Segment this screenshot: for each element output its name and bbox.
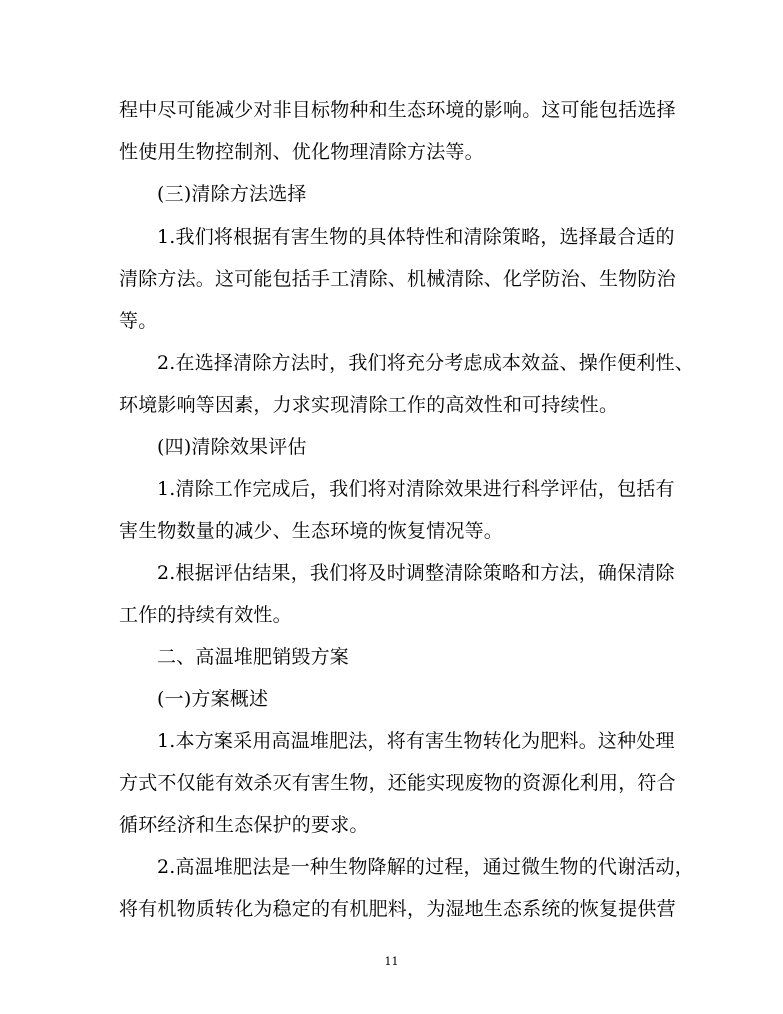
text-line-10: 1.清除工作完成后，我们将对清除效果进行科学评估，包括有 — [157, 478, 675, 500]
text-line-18: 循环经济和生态保护的要求。 — [119, 814, 369, 836]
section-heading-1: (一)方案概述 — [157, 688, 269, 710]
text-line-7: 2.在选择清除方法时，我们将充分考虑成本效益、操作便利性、 — [157, 352, 694, 374]
text-line-6: 等。 — [119, 310, 158, 332]
text-line-20: 将有机物质转化为稳定的有机肥料，为湿地生态系统的恢复提供营 — [119, 898, 676, 920]
page-number: 11 — [384, 955, 399, 968]
text-line-16: 1.本方案采用高温堆肥法，将有害生物转化为肥料。这种处理 — [157, 730, 675, 752]
text-line-5: 清除方法。这可能包括手工清除、机械清除、化学防治、生物防治 — [119, 268, 676, 290]
text-line-17: 方式不仅能有效杀灭有害生物，还能实现废物的资源化利用，符合 — [119, 772, 676, 794]
text-line-8: 环境影响等因素，力求实现清除工作的高效性和可持续性。 — [119, 394, 619, 416]
text-line-19: 2.高温堆肥法是一种生物降解的过程，通过微生物的代谢活动， — [157, 856, 694, 878]
chapter-heading-2: 二、高温堆肥销毁方案 — [157, 646, 350, 668]
section-heading-4: (四)清除效果评估 — [157, 436, 307, 458]
text-line-2: 性使用生物控制剂、优化物理清除方法等。 — [119, 141, 484, 163]
text-line-4: 1.我们将根据有害生物的具体特性和清除策略，选择最合适的 — [157, 226, 675, 248]
text-line-1: 程中尽可能减少对非目标物种和生态环境的影响。这可能包括选择 — [119, 99, 676, 121]
text-line-13: 工作的持续有效性。 — [119, 604, 292, 626]
text-line-11: 害生物数量的减少、生态环境的恢复情况等。 — [119, 520, 504, 542]
text-line-12: 2.根据评估结果，我们将及时调整清除策略和方法，确保清除 — [157, 562, 675, 584]
section-heading-3: (三)清除方法选择 — [157, 183, 307, 205]
